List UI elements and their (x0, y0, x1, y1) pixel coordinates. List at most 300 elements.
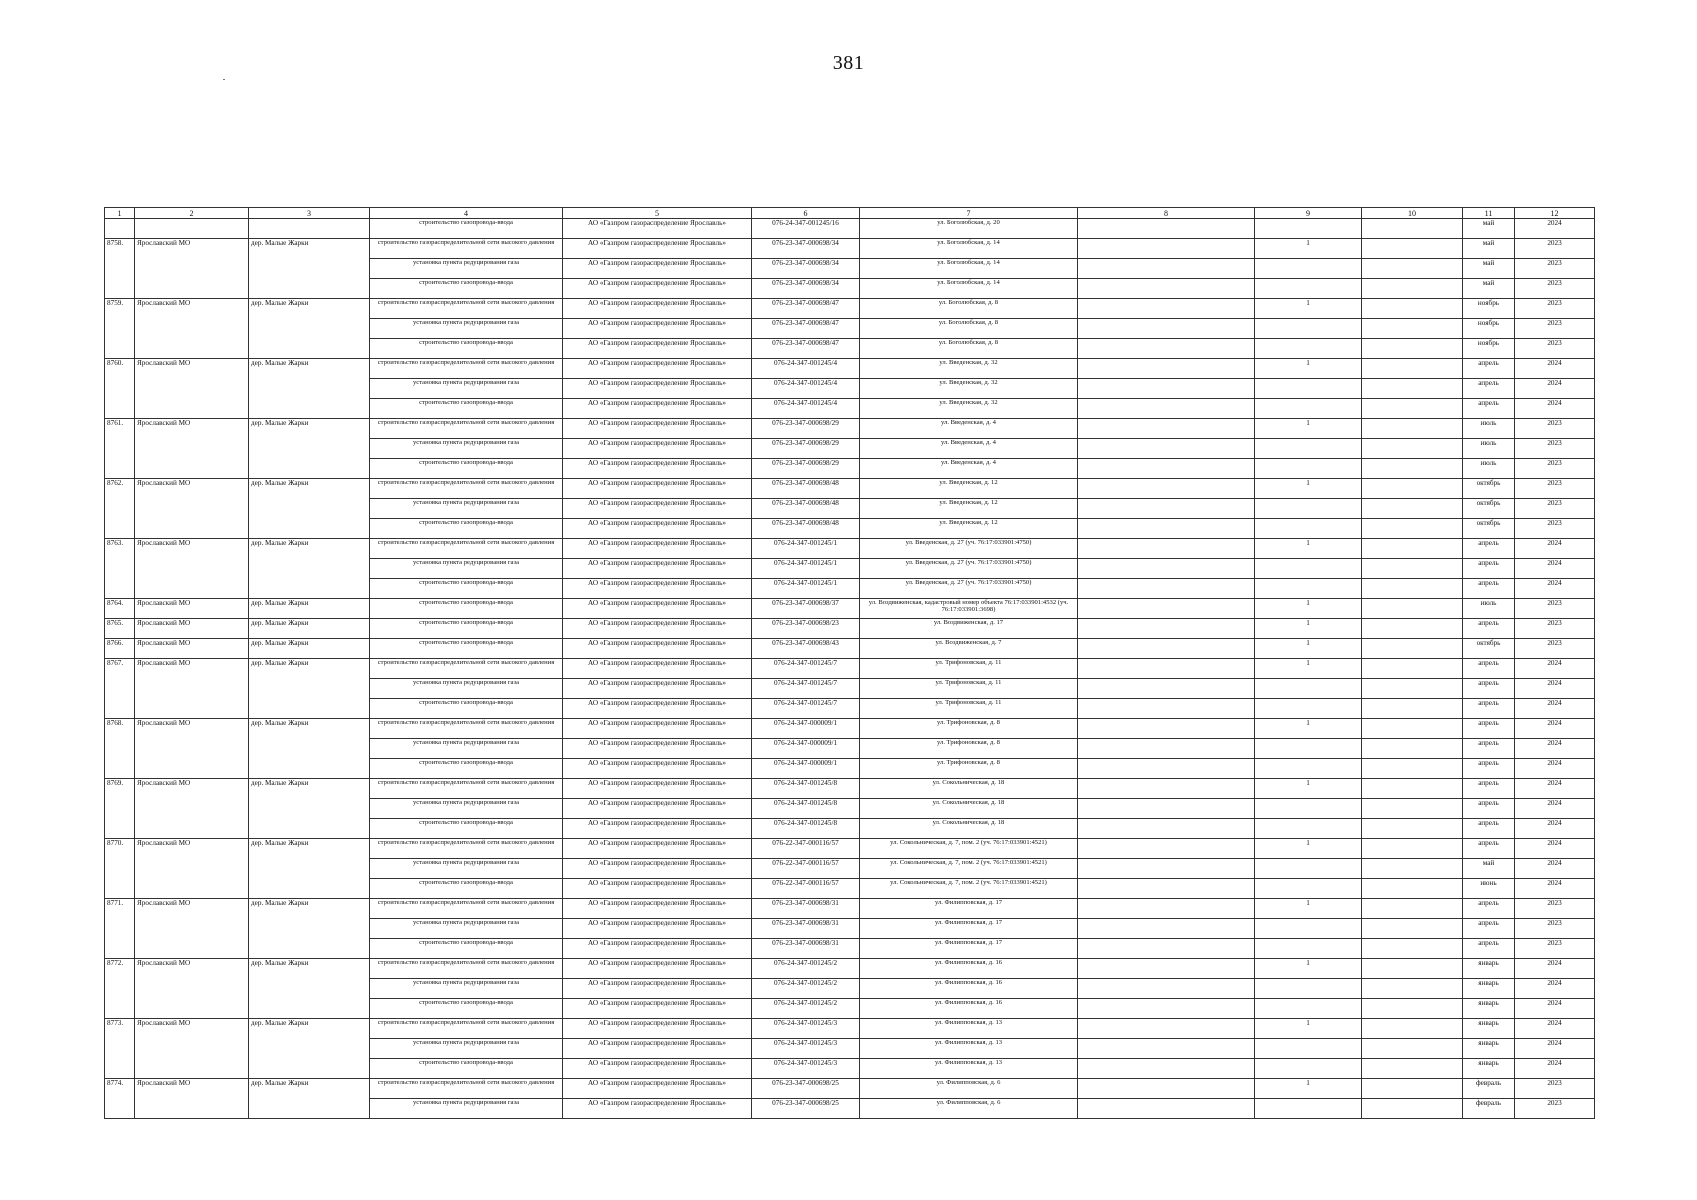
organization-cell: АО «Газпром газораспределение Ярославль» (563, 279, 752, 299)
flag-cell: 1 (1255, 539, 1362, 559)
code-cell: 076-22-347-000116/57 (752, 859, 860, 879)
flag-cell (1255, 979, 1362, 999)
address-cell: ул. Боголюбская, д. 14 (860, 239, 1078, 259)
address-cell: ул. Введенская, д. 4 (860, 459, 1078, 479)
organization-cell: АО «Газпром газораспределение Ярославль» (563, 479, 752, 499)
work-cell: строительство газопровода-ввода (370, 759, 563, 779)
work-cell: установка пункта редуцирования газа (370, 979, 563, 999)
month-cell: май (1463, 279, 1515, 299)
empty-cell-8 (1078, 679, 1255, 699)
organization-cell: АО «Газпром газораспределение Ярославль» (563, 739, 752, 759)
address-cell: ул. Филипповская, д. 13 (860, 1059, 1078, 1079)
work-cell: установка пункта редуцирования газа (370, 499, 563, 519)
code-cell: 076-23-347-000698/48 (752, 479, 860, 499)
month-cell: апрель (1463, 359, 1515, 379)
code-cell: 076-24-347-000009/1 (752, 719, 860, 739)
district-cell: Ярославский МО (135, 659, 249, 719)
empty-cell-10 (1362, 979, 1463, 999)
table-row (105, 639, 1595, 659)
month-cell: апрель (1463, 819, 1515, 839)
row-number-cell: 8769. (105, 779, 135, 839)
empty-cell-8 (1078, 879, 1255, 899)
work-cell: установка пункта редуцирования газа (370, 559, 563, 579)
district-cell: Ярославский МО (135, 1079, 249, 1119)
empty-cell-8 (1078, 759, 1255, 779)
month-cell: январь (1463, 959, 1515, 979)
code-cell: 076-23-347-000698/34 (752, 259, 860, 279)
organization-cell: АО «Газпром газораспределение Ярославль» (563, 359, 752, 379)
empty-cell-8 (1078, 839, 1255, 859)
header-cell: 9 (1255, 208, 1362, 219)
address-cell: ул. Филипповская, д. 6 (860, 1079, 1078, 1099)
code-cell: 076-24-347-001245/16 (752, 219, 860, 239)
year-cell: 2023 (1515, 479, 1595, 499)
work-cell: строительство газопровода-ввода (370, 619, 563, 639)
work-cell: строительство газораспределительной сети высокого давления (370, 779, 563, 799)
code-cell: 076-24-347-001245/7 (752, 679, 860, 699)
empty-cell-8 (1078, 1079, 1255, 1099)
month-cell: апрель (1463, 939, 1515, 959)
empty-cell-10 (1362, 459, 1463, 479)
settlement-cell: дер. Малые Жарки (249, 539, 370, 599)
flag-cell (1255, 879, 1362, 899)
code-cell: 076-24-347-001245/1 (752, 559, 860, 579)
year-cell: 2024 (1515, 959, 1595, 979)
flag-cell: 1 (1255, 959, 1362, 979)
flag-cell (1255, 519, 1362, 539)
organization-cell: АО «Газпром газораспределение Ярославль» (563, 999, 752, 1019)
organization-cell: АО «Газпром газораспределение Ярославль» (563, 959, 752, 979)
flag-cell (1255, 279, 1362, 299)
code-cell: 076-24-347-001245/4 (752, 379, 860, 399)
work-cell: строительство газопровода-ввода (370, 939, 563, 959)
address-cell: ул. Трифоновская, д. 8 (860, 739, 1078, 759)
month-cell: апрель (1463, 839, 1515, 859)
month-cell: октябрь (1463, 519, 1515, 539)
empty-cell-10 (1362, 659, 1463, 679)
address-cell: ул. Трифоновская, д. 8 (860, 759, 1078, 779)
work-cell: строительство газопровода-ввода (370, 879, 563, 899)
work-cell: установка пункта редуцирования газа (370, 799, 563, 819)
month-cell: май (1463, 219, 1515, 239)
address-cell: ул. Введенская, д. 27 (уч. 76:17:033901:4750) (860, 559, 1078, 579)
year-cell: 2023 (1515, 319, 1595, 339)
month-cell: май (1463, 239, 1515, 259)
flag-cell: 1 (1255, 419, 1362, 439)
address-cell: ул. Сокольническая, д. 7, пом. 2 (уч. 76:17:033901:4521) (860, 859, 1078, 879)
empty-cell-10 (1362, 319, 1463, 339)
empty-cell-10 (1362, 279, 1463, 299)
work-cell: установка пункта редуцирования газа (370, 739, 563, 759)
month-cell: апрель (1463, 379, 1515, 399)
code-cell: 076-22-347-000116/57 (752, 839, 860, 859)
address-cell: ул. Филипповская, д. 17 (860, 899, 1078, 919)
empty-cell-8 (1078, 799, 1255, 819)
month-cell: январь (1463, 1039, 1515, 1059)
code-cell: 076-24-347-000009/1 (752, 759, 860, 779)
empty-cell-8 (1078, 719, 1255, 739)
settlement-cell: дер. Малые Жарки (249, 479, 370, 539)
address-cell: ул. Трифоновская, д. 8 (860, 719, 1078, 739)
year-cell: 2024 (1515, 559, 1595, 579)
organization-cell: АО «Газпром газораспределение Ярославль» (563, 1079, 752, 1099)
work-cell: строительство газораспределительной сети высокого давления (370, 479, 563, 499)
code-cell: 076-24-347-001245/3 (752, 1039, 860, 1059)
work-cell: строительство газопровода-ввода (370, 339, 563, 359)
flag-cell (1255, 579, 1362, 599)
flag-cell (1255, 679, 1362, 699)
row-number-cell: 8762. (105, 479, 135, 539)
table-row (105, 779, 1595, 799)
month-cell: апрель (1463, 539, 1515, 559)
year-cell: 2023 (1515, 419, 1595, 439)
organization-cell: АО «Газпром газораспределение Ярославль» (563, 239, 752, 259)
month-cell: октябрь (1463, 499, 1515, 519)
empty-cell-10 (1362, 439, 1463, 459)
address-cell: ул. Боголюбская, д. 14 (860, 259, 1078, 279)
organization-cell: АО «Газпром газораспределение Ярославль» (563, 799, 752, 819)
header-cell: 6 (752, 208, 860, 219)
code-cell: 076-23-347-000698/43 (752, 639, 860, 659)
organization-cell: АО «Газпром газораспределение Ярославль» (563, 519, 752, 539)
table-row (105, 839, 1595, 859)
work-cell: строительство газораспределительной сети высокого давления (370, 1019, 563, 1039)
header-cell: 10 (1362, 208, 1463, 219)
empty-cell-8 (1078, 459, 1255, 479)
year-cell: 2024 (1515, 799, 1595, 819)
month-cell: июль (1463, 419, 1515, 439)
organization-cell: АО «Газпром газораспределение Ярославль» (563, 899, 752, 919)
address-cell: ул. Сокольническая, д. 18 (860, 819, 1078, 839)
empty-cell-8 (1078, 339, 1255, 359)
row-number-cell: 8759. (105, 299, 135, 359)
month-cell: апрель (1463, 619, 1515, 639)
row-number-cell: 8772. (105, 959, 135, 1019)
address-cell: ул. Филипповская, д. 17 (860, 939, 1078, 959)
table-row (105, 1079, 1595, 1099)
row-number-cell: 8767. (105, 659, 135, 719)
row-number-cell: 8758. (105, 239, 135, 299)
empty-cell-10 (1362, 339, 1463, 359)
address-cell: ул. Введенская, д. 12 (860, 499, 1078, 519)
header-cell: 12 (1515, 208, 1595, 219)
year-cell: 2023 (1515, 459, 1595, 479)
work-cell: строительство газопровода-ввода (370, 1059, 563, 1079)
address-cell: ул. Введенская, д. 27 (уч. 76:17:033901:4750) (860, 539, 1078, 559)
month-cell: январь (1463, 979, 1515, 999)
code-cell: 076-24-347-001245/8 (752, 819, 860, 839)
organization-cell: АО «Газпром газораспределение Ярославль» (563, 499, 752, 519)
empty-cell-10 (1362, 799, 1463, 819)
month-cell: апрель (1463, 399, 1515, 419)
address-cell: ул. Воздвиженская, кадастровый номер объекта 76:17:033901:4532 (уч. 76:17:033901:3698) (860, 599, 1078, 619)
code-cell: 076-24-347-001245/4 (752, 399, 860, 419)
empty-cell-10 (1362, 919, 1463, 939)
address-cell: ул. Трифоновская, д. 11 (860, 679, 1078, 699)
month-cell: апрель (1463, 739, 1515, 759)
data-table (104, 207, 1595, 1119)
district-cell: Ярославский МО (135, 719, 249, 779)
empty-cell-8 (1078, 919, 1255, 939)
empty-cell-8 (1078, 659, 1255, 679)
year-cell: 2024 (1515, 699, 1595, 719)
organization-cell: АО «Газпром газораспределение Ярославль» (563, 939, 752, 959)
work-cell: установка пункта редуцирования газа (370, 679, 563, 699)
settlement-cell: дер. Малые Жарки (249, 779, 370, 839)
address-cell: ул. Воздвиженская, д. 7 (860, 639, 1078, 659)
empty-cell-8 (1078, 939, 1255, 959)
organization-cell: АО «Газпром газораспределение Ярославль» (563, 1099, 752, 1119)
district-cell: Ярославский МО (135, 419, 249, 479)
month-cell: июль (1463, 459, 1515, 479)
empty-cell-8 (1078, 259, 1255, 279)
table-row (105, 599, 1595, 619)
work-cell: строительство газораспределительной сети высокого давления (370, 659, 563, 679)
organization-cell: АО «Газпром газораспределение Ярославль» (563, 619, 752, 639)
flag-cell (1255, 399, 1362, 419)
row-number-cell: 8764. (105, 599, 135, 619)
code-cell: 076-24-347-001245/3 (752, 1059, 860, 1079)
table-row (105, 359, 1595, 379)
month-cell: апрель (1463, 579, 1515, 599)
code-cell: 076-23-347-000698/29 (752, 439, 860, 459)
header-cell: 1 (105, 208, 135, 219)
code-cell: 076-23-347-000698/31 (752, 919, 860, 939)
empty-cell-8 (1078, 279, 1255, 299)
address-cell: ул. Введенская, д. 12 (860, 519, 1078, 539)
empty-cell-10 (1362, 1099, 1463, 1119)
organization-cell: АО «Газпром газораспределение Ярославль» (563, 879, 752, 899)
organization-cell: АО «Газпром газораспределение Ярославль» (563, 599, 752, 619)
work-cell: установка пункта редуцирования газа (370, 319, 563, 339)
flag-cell: 1 (1255, 1019, 1362, 1039)
table-row (105, 419, 1595, 439)
work-cell: строительство газопровода-ввода (370, 459, 563, 479)
work-cell: установка пункта редуцирования газа (370, 1099, 563, 1119)
row-number-cell: 8766. (105, 639, 135, 659)
year-cell: 2023 (1515, 1099, 1595, 1119)
work-cell: строительство газораспределительной сети высокого давления (370, 539, 563, 559)
month-cell: апрель (1463, 899, 1515, 919)
year-cell: 2023 (1515, 239, 1595, 259)
code-cell: 076-23-347-000698/23 (752, 619, 860, 639)
empty-cell-10 (1362, 399, 1463, 419)
address-cell: ул. Филипповская, д. 16 (860, 979, 1078, 999)
organization-cell: АО «Газпром газораспределение Ярославль» (563, 559, 752, 579)
empty-cell-10 (1362, 779, 1463, 799)
address-cell: ул. Воздвиженская, д. 17 (860, 619, 1078, 639)
month-cell: июнь (1463, 879, 1515, 899)
settlement-cell: дер. Малые Жарки (249, 1019, 370, 1079)
code-cell: 076-23-347-000698/34 (752, 279, 860, 299)
work-cell: строительство газопровода-ввода (370, 579, 563, 599)
address-cell: ул. Боголюбская, д. 8 (860, 339, 1078, 359)
flag-cell (1255, 219, 1362, 239)
flag-cell (1255, 559, 1362, 579)
year-cell: 2024 (1515, 379, 1595, 399)
month-cell: ноябрь (1463, 339, 1515, 359)
district-cell: Ярославский МО (135, 899, 249, 959)
empty-cell-8 (1078, 1039, 1255, 1059)
row-number-cell: 8760. (105, 359, 135, 419)
month-cell: июль (1463, 439, 1515, 459)
settlement-cell: дер. Малые Жарки (249, 599, 370, 619)
work-cell: строительство газораспределительной сети высокого давления (370, 899, 563, 919)
year-cell: 2024 (1515, 819, 1595, 839)
empty-cell-8 (1078, 1059, 1255, 1079)
work-cell: строительство газораспределительной сети высокого давления (370, 419, 563, 439)
address-cell: ул. Сокольническая, д. 18 (860, 799, 1078, 819)
settlement-cell: дер. Малые Жарки (249, 839, 370, 899)
district-cell: Ярославский МО (135, 299, 249, 359)
flag-cell: 1 (1255, 359, 1362, 379)
organization-cell: АО «Газпром газораспределение Ярославль» (563, 979, 752, 999)
empty-cell-10 (1362, 539, 1463, 559)
address-cell: ул. Боголюбская, д. 20 (860, 219, 1078, 239)
settlement-cell: дер. Малые Жарки (249, 659, 370, 719)
code-cell: 076-23-347-000698/34 (752, 239, 860, 259)
settlement-cell: дер. Малые Жарки (249, 619, 370, 639)
flag-cell: 1 (1255, 719, 1362, 739)
year-cell: 2023 (1515, 499, 1595, 519)
year-cell: 2024 (1515, 1059, 1595, 1079)
settlement-cell: дер. Малые Жарки (249, 719, 370, 779)
row-number-cell: 8774. (105, 1079, 135, 1119)
page-number: 381 (832, 52, 865, 74)
year-cell: 2023 (1515, 939, 1595, 959)
flag-cell (1255, 259, 1362, 279)
year-cell: 2023 (1515, 259, 1595, 279)
empty-cell-8 (1078, 239, 1255, 259)
work-cell: строительство газопровода-ввода (370, 399, 563, 419)
code-cell: 076-23-347-000698/37 (752, 599, 860, 619)
address-cell: ул. Филипповская, д. 6 (860, 1099, 1078, 1119)
organization-cell: АО «Газпром газораспределение Ярославль» (563, 339, 752, 359)
address-cell: ул. Боголюбская, д. 8 (860, 299, 1078, 319)
empty-cell-8 (1078, 859, 1255, 879)
work-cell: установка пункта редуцирования газа (370, 439, 563, 459)
work-cell: строительство газораспределительной сети высокого давления (370, 359, 563, 379)
district-cell (135, 219, 249, 239)
address-cell: ул. Сокольническая, д. 18 (860, 779, 1078, 799)
year-cell: 2024 (1515, 679, 1595, 699)
table-row (105, 219, 1595, 239)
year-cell: 2023 (1515, 619, 1595, 639)
settlement-cell: дер. Малые Жарки (249, 299, 370, 359)
flag-cell: 1 (1255, 619, 1362, 639)
year-cell: 2024 (1515, 359, 1595, 379)
year-cell: 2024 (1515, 579, 1595, 599)
empty-cell-8 (1078, 359, 1255, 379)
table-row (105, 619, 1595, 639)
month-cell: ноябрь (1463, 299, 1515, 319)
settlement-cell (249, 219, 370, 239)
address-cell: ул. Филипповская, д. 17 (860, 919, 1078, 939)
work-cell: строительство газопровода-ввода (370, 699, 563, 719)
organization-cell: АО «Газпром газораспределение Ярославль» (563, 699, 752, 719)
flag-cell: 1 (1255, 839, 1362, 859)
month-cell: апрель (1463, 679, 1515, 699)
code-cell: 076-24-347-001245/2 (752, 999, 860, 1019)
flag-cell (1255, 339, 1362, 359)
empty-cell-10 (1362, 1079, 1463, 1099)
district-cell: Ярославский МО (135, 839, 249, 899)
code-cell: 076-22-347-000116/57 (752, 879, 860, 899)
flag-cell (1255, 1059, 1362, 1079)
settlement-cell: дер. Малые Жарки (249, 419, 370, 479)
table-row (105, 659, 1595, 679)
empty-cell-8 (1078, 379, 1255, 399)
organization-cell: АО «Газпром газораспределение Ярославль» (563, 919, 752, 939)
empty-cell-10 (1362, 219, 1463, 239)
flag-cell (1255, 939, 1362, 959)
address-cell: ул. Трифоновская, д. 11 (860, 699, 1078, 719)
month-cell: апрель (1463, 799, 1515, 819)
row-number-cell: 8768. (105, 719, 135, 779)
flag-cell (1255, 919, 1362, 939)
organization-cell: АО «Газпром газораспределение Ярославль» (563, 459, 752, 479)
year-cell: 2023 (1515, 279, 1595, 299)
work-cell: строительство газораспределительной сети высокого давления (370, 719, 563, 739)
table-row (105, 719, 1595, 739)
empty-cell-10 (1362, 559, 1463, 579)
organization-cell: АО «Газпром газораспределение Ярославль» (563, 839, 752, 859)
organization-cell: АО «Газпром газораспределение Ярославль» (563, 259, 752, 279)
flag-cell: 1 (1255, 639, 1362, 659)
row-number-cell: 8765. (105, 619, 135, 639)
empty-cell-10 (1362, 1059, 1463, 1079)
table-row (105, 959, 1595, 979)
address-cell: ул. Филипповская, д. 16 (860, 999, 1078, 1019)
work-cell: строительство газораспределительной сети высокого давления (370, 1079, 563, 1099)
year-cell: 2023 (1515, 919, 1595, 939)
district-cell: Ярославский МО (135, 239, 249, 299)
organization-cell: АО «Газпром газораспределение Ярославль» (563, 319, 752, 339)
empty-cell-10 (1362, 639, 1463, 659)
flag-cell: 1 (1255, 299, 1362, 319)
empty-cell-10 (1362, 619, 1463, 639)
work-cell: строительство газопровода-ввода (370, 279, 563, 299)
empty-cell-8 (1078, 959, 1255, 979)
flag-cell (1255, 459, 1362, 479)
flag-cell (1255, 319, 1362, 339)
address-cell: ул. Введенская, д. 32 (860, 399, 1078, 419)
empty-cell-8 (1078, 539, 1255, 559)
address-cell: ул. Филипповская, д. 16 (860, 959, 1078, 979)
empty-cell-10 (1362, 759, 1463, 779)
year-cell: 2024 (1515, 719, 1595, 739)
address-cell: ул. Введенская, д. 4 (860, 439, 1078, 459)
organization-cell: АО «Газпром газораспределение Ярославль» (563, 679, 752, 699)
empty-cell-8 (1078, 219, 1255, 239)
empty-cell-10 (1362, 359, 1463, 379)
empty-cell-8 (1078, 299, 1255, 319)
flag-cell: 1 (1255, 1079, 1362, 1099)
empty-cell-8 (1078, 699, 1255, 719)
header-cell: 7 (860, 208, 1078, 219)
year-cell: 2023 (1515, 339, 1595, 359)
code-cell: 076-23-347-000698/29 (752, 419, 860, 439)
flag-cell (1255, 859, 1362, 879)
header-cell: 11 (1463, 208, 1515, 219)
empty-cell-10 (1362, 379, 1463, 399)
year-cell: 2024 (1515, 399, 1595, 419)
empty-cell-10 (1362, 299, 1463, 319)
organization-cell: АО «Газпром газораспределение Ярославль» (563, 719, 752, 739)
flag-cell (1255, 999, 1362, 1019)
code-cell: 076-24-347-001245/2 (752, 979, 860, 999)
empty-cell-10 (1362, 699, 1463, 719)
